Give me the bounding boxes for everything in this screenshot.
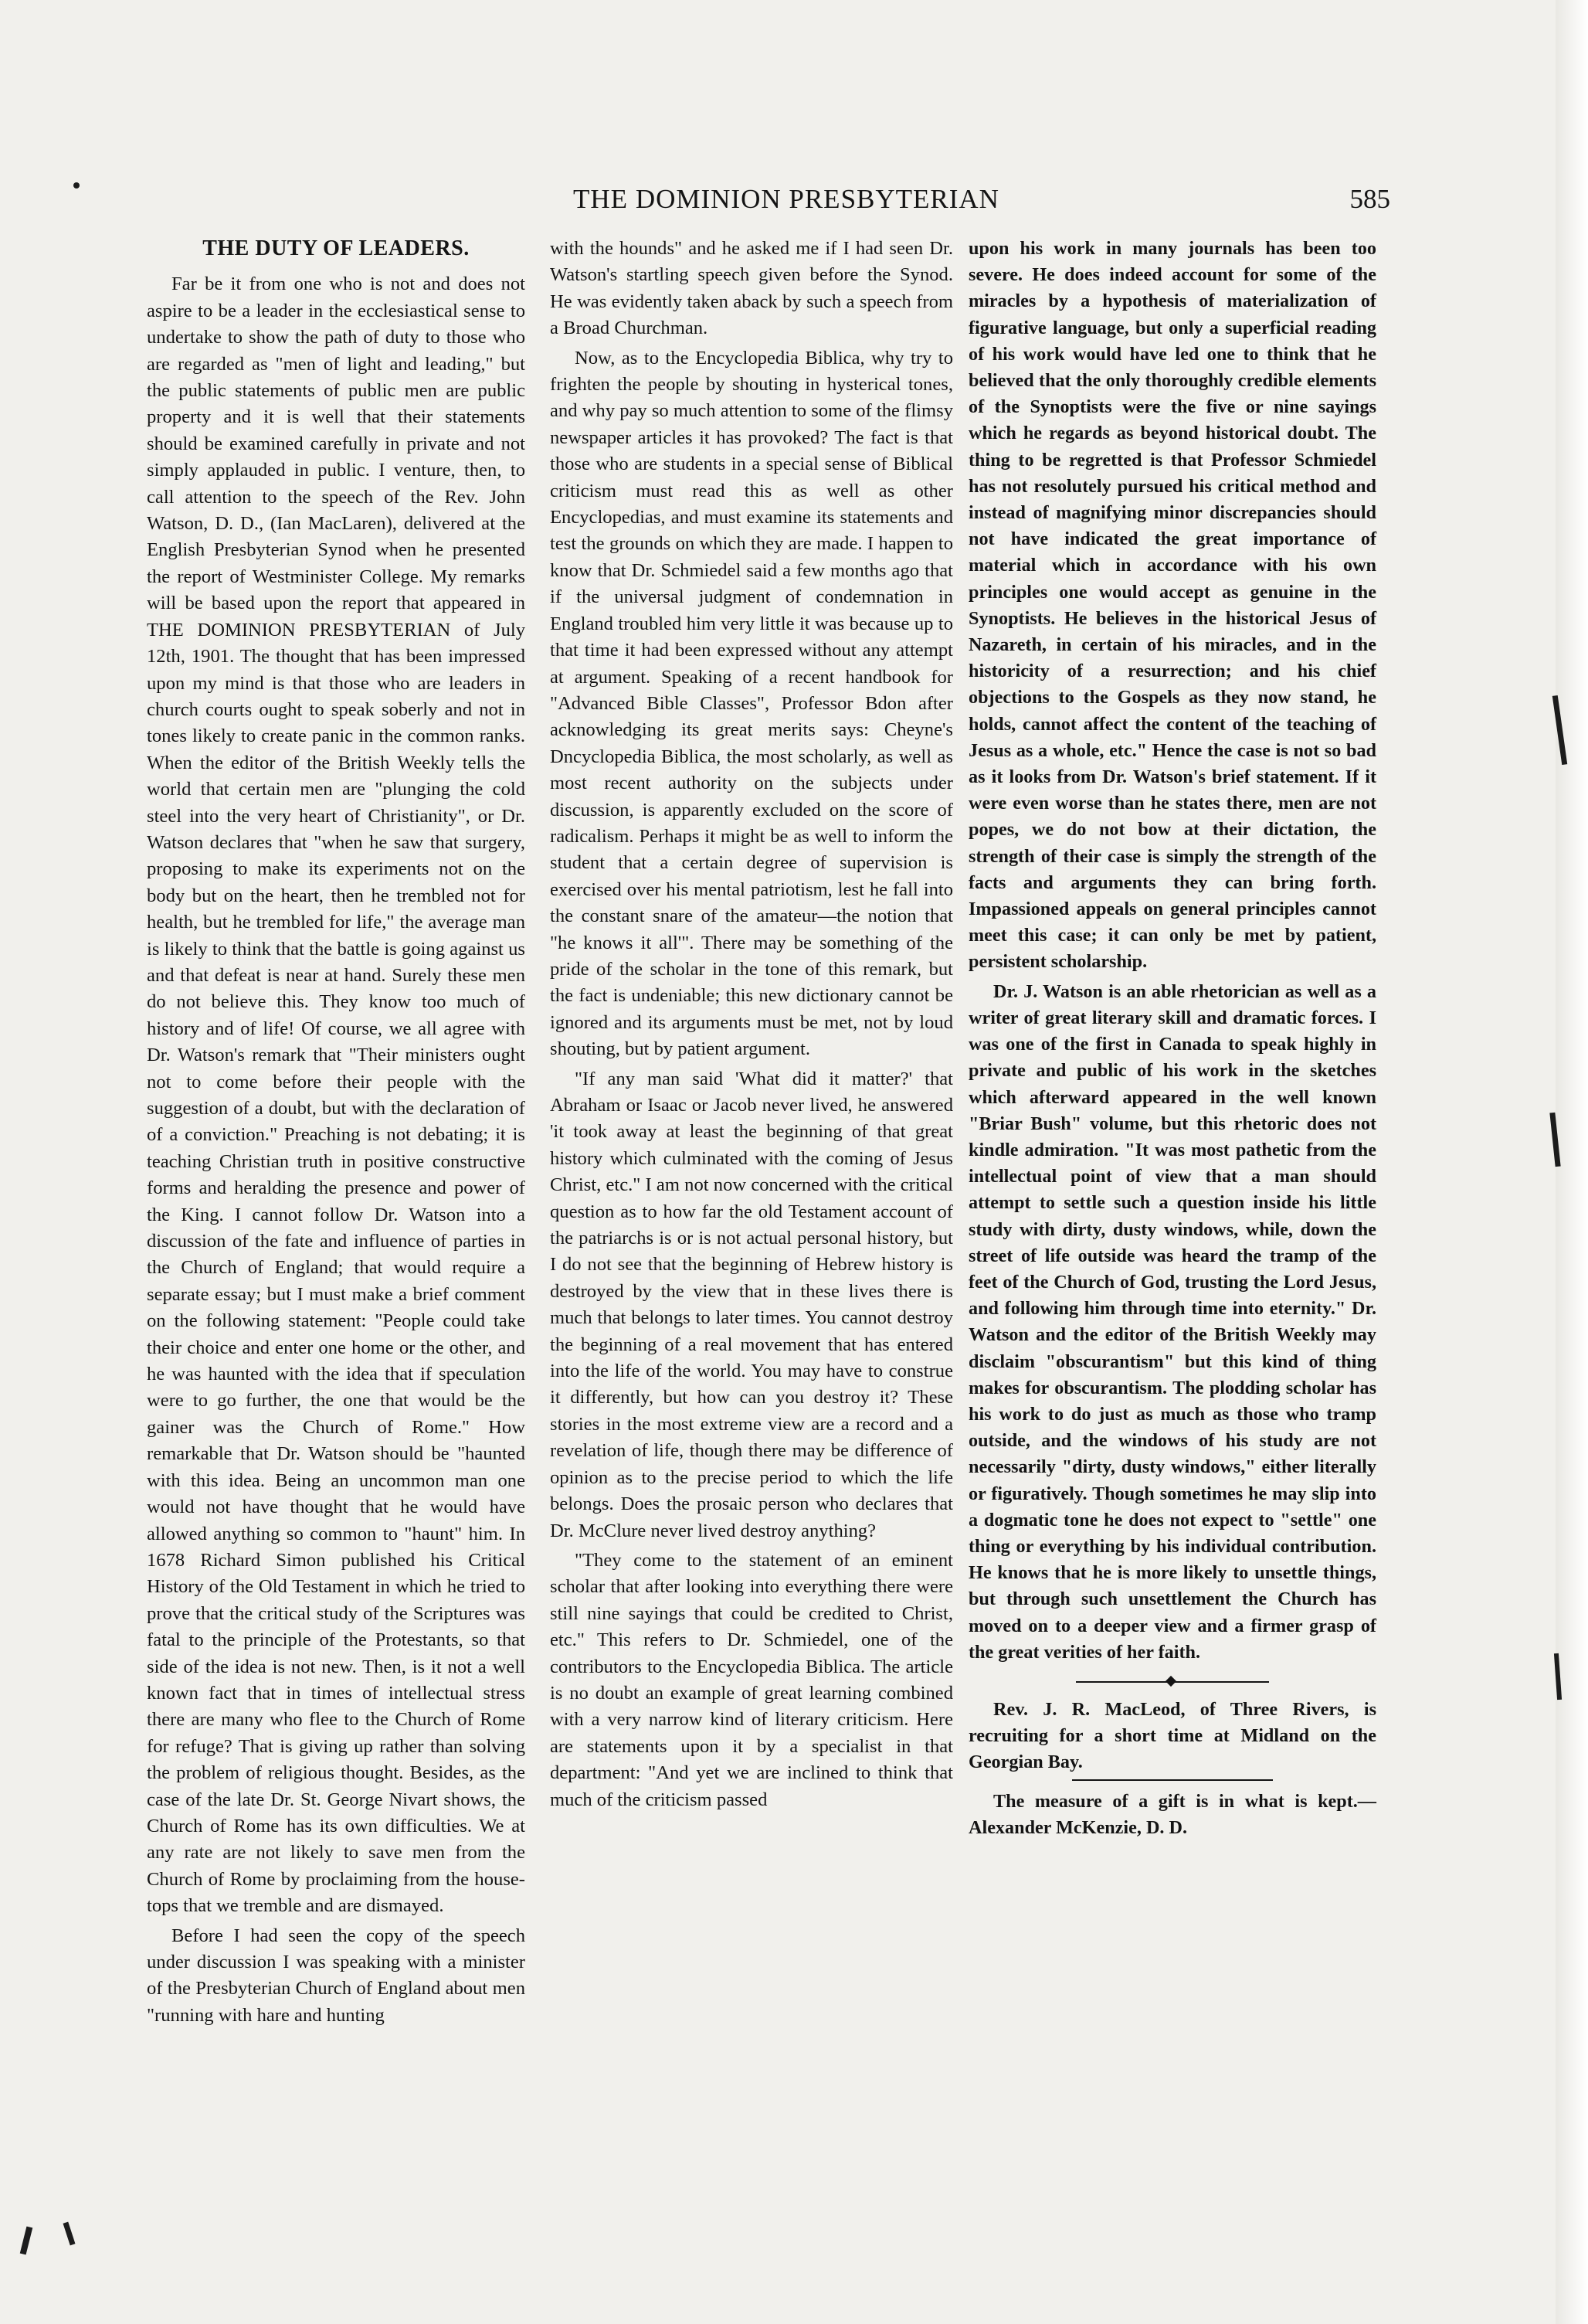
rule-ornament	[1166, 1676, 1176, 1687]
ornamental-rule	[1076, 1677, 1269, 1687]
article-paragraph: "They come to the statement of an eminent scholar that after looking into everything there were still nine sayings that could be credited to Christ, etc." This refers to Dr. Schmiedel, one of the contributors to the Encyclopedia Biblica. The article is no doubt an example of great learning combined with a very narrow kind of literary criticism. Here are statements upon it by a specialist in that department: "And yet we are inclined to think that much of the criticism passed	[550, 1549, 953, 1810]
article-paragraph: Dr. J. Watson is an able rhetorician as well as a writer of great literary skill and dramatic forces. I was one of the first in Canada to speak highly in private and public of his work in the sketches which afterward appeared in the well known "Briar Bush" volume, but this rhetoric does not kindle admiration. "It was most pathetic from the intellectual point of view that a man should attempt to settle such a question inside his little study with dirty, dusty windows, while, down the street of life outside was heard the tramp of the feet of the Church of God, trusting the Lord Jesus, and following him through time into eternity." Dr. Watson and the editor of the British Weekly may disclaim "obscurantism" but this kind of thing makes for obscurantism. The plodding scholar has his work to do just as much as those who tramp outside, and the windows of his study are not necessarily "dirty, dusty windows," either literally or figuratively. Though sometimes he may slip into a dogmatic tone he does not expect to "settle" one thing or everything by his individual contribution. He knows that he is more likely to unsettle things, but through such unsettlement the Church has moved on to a deeper view and a firmer grasp of the great verities of her faith.	[969, 980, 1376, 1663]
column-1	[147, 236, 525, 2029]
quotation-note: The measure of a gift is in what is kept.—Alexander McKenzie, D. D.	[969, 1790, 1376, 1838]
page-header	[0, 184, 1588, 230]
article-paragraph: upon his work in many journals has been too severe. He does indeed account for some of the miracles by a hypothesis of materialization of figurative language, but only a superficial reading of his work would have led one to think that he believed that the only thoroughly credible elements of the Synoptists were the five or nine sayings which he regards as beyond historical doubt. The thing to be regretted is that Professor Schmiedel has not resolutely pursued his critical method and instead of magnifying minor discrepancies should not have indicated the great importance of material which in accordance with his own principles one would accept as genuine in the Synoptists. He believes in the historical Jesus of Nazareth, in certain of his miracles, and in the historicity of a resurrection; and his chief objections to the Gospels as they now stand, he holds, cannot affect the content of the teaching of Jesus as a whole, etc." Hence the case is not so bad as it looks from Dr. Watson's brief statement. If it were even worse than he states there, men are not popes, we do not bow at their dictation, the strength of their case is simply the strength of the facts and arguments they can bring forth. Impassioned appeals on general principles cannot meet this case; it can only be met by patient, persistent scholarship.	[969, 238, 1376, 973]
article-paragraph: Far be it from one who is not and does not aspire to be a leader in the ecclesiastical sense to undertake to show the path of duty to those who are regarded as "men of light and leading," but the public statements of public men are public property and it is well that their statements should be examined carefully in private and not simply applauded in public. I venture, then, to call attention to the speech of the Rev. John Watson, D. D., (Ian MacLaren), delivered at the English Presbyterian Synod when he presented the report of Westminister College. My remarks will be based upon the report that appeared in THE DOMINION PRESBYTERIAN of July 12th, 1901. The thought that has been impressed upon my mind is that those who are leaders in church courts ought to speak soberly and not in tones likely to create panic in the common ranks. When the editor of the British Weekly tells the world that certain men are "plunging the cold steel into the very heart of Christianity", or Dr. Watson declares that "when he saw that surgery, proposing to make its experiments not on the body but on the heart, then he trembled not for health, but he trembled for life," the average man is likely to think that the battle is going against us and that defeat is near at hand. Surely these men do not believe this. They know too much of history and of life! Of course, we all agree with Dr. Watson's remark that "Their ministers ought not to come before their people with the suggestion of a doubt, but with the declaration of of a conviction." Preaching is not debating; it is teaching Christian truth in positive constructive forms and heralding the presence and power of the King. I cannot follow Dr. Watson into a discussion of the fate and influence of parties in the Church of England; that would require a separate essay; but I must make a brief comment on the following statement: "People could take their choice and enter one home or the other, and he was haunted with the idea that if speculation were to go further, the one that would be the gainer was the Church of Rome." How remarkable that Dr. Watson should be "haunted with this idea. Being an uncommon man one would not have thought that he would have allowed anything so common to "haunt" him. In 1678 Richard Simon published his Critical History of the Old Testament in which he tried to prove that the critical study of the Scriptures was fatal to the principle of the Protestants, so that side of the idea is not new. Then, is it not a well known fact that in times of intellectual stress there are many who flee to the Church of Rome for refuge? That is giving up rather than solving the problem of religious thought. Besides, as the case of the late Dr. St. George Nivart shows, the Church of Rome has its own difficulties. We at any rate are not likely to save men from the Church of Rome by proclaiming from the house-tops that we tremble and are dismayed.	[147, 274, 525, 1917]
page-edge-shadow	[1556, 0, 1588, 2324]
article-paragraph: Now, as to the Encyclopedia Biblica, why try to frighten the people by shouting in hysterical tones, and why pay so much attention to some of the flimsy newspaper articles it has provoked? The fact is that those who are students in a special sense of Biblical criticism must read this as well as other Encyclopedias, and must examine its statements and test the grounds on which they are made. I happen to know that Dr. Schmiedel said a few months ago that if the universal judgment of condemnation in England troubled him very little it was because up to that time it had been expressed without any attempt at argument. Speaking of a recent handbook for "Advanced Bible Classes", Professor Bdon after acknowledging its great merits says: Cheyne's Dncyclopedia Biblica, the most scholarly, as well as most recent authority on the subjects under discussion, is apparently excluded on the score of radicalism. Perhaps it might be as well to inform the student that a certain degree of supervision is exercised over his mental patriotism, lest he fall into the constant snare of the amateur—the notion that "he knows it all'". There may be something of the pride of the scholar in the tone of this remark, but the fact is undeniable; this new dictionary cannot be ignored and its arguments must be met, not by loud shouting, but by patient argument.	[550, 347, 953, 1060]
column-2	[550, 236, 953, 1813]
divider	[1072, 1779, 1273, 1781]
column-3	[969, 236, 1376, 1841]
article-paragraph: "If any man said 'What did it matter?' that Abraham or Isaac or Jacob never lived, he answered 'it took away at least the beginning of that great history which culminated with the coming of Jesus Christ, etc." I am not now concerned with the critical question as to how far the old Testament account of the patriarchs is or is not actual personal history, but I do not see that the beginning of Hebrew history is destroyed by the view that in these lives there is much that belongs to later times. You cannot destroy the beginning of a real movement that has entered into the life of the world. You may have to construe it differently, but how can you destroy it? These stories in the most extreme view are a record and a revelation of life, though there may be difference of opinion as to the precise period to which the life belongs. Does the prosaic person who declares that Dr. McClure never lived destroy anything?	[550, 1068, 953, 1541]
article-heading: THE DUTY OF LEADERS.	[202, 236, 470, 260]
page-number: 585	[1349, 184, 1390, 214]
running-title: THE DOMINION PRESBYTERIAN	[573, 184, 999, 214]
article-paragraph: Before I had seen the copy of the speech under discussion I was speaking with a minister of the Presbyterian Church of England about men "running with hare and hunting	[147, 1925, 525, 2026]
news-note: Rev. J. R. MacLeod, of Three Rivers, is recruiting for a short time at Midland on the Georgian Bay.	[969, 1698, 1376, 1773]
article-paragraph: with the hounds" and he asked me if I had seen Dr. Watson's startling speech given before the Synod. He was evidently taken aback by such a speech from a Broad Churchman.	[550, 238, 953, 339]
